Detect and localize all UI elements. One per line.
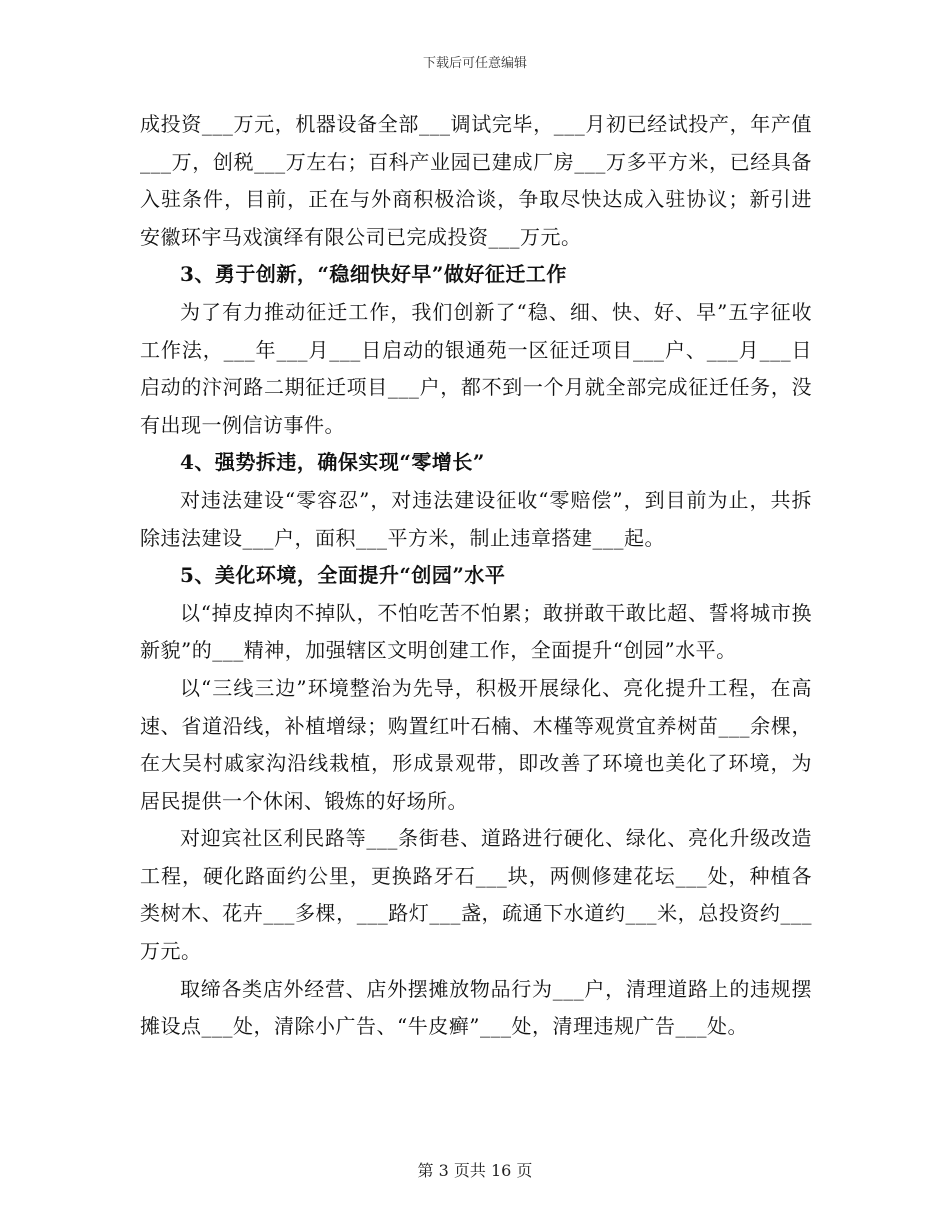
- paragraph-continuation: 成投资___万元，机器设备全部___调试完毕，___月初已经试投产，年产值___万，创税___万左右；百科产业园已建成厂房___万多平方米，已经具备入驻条件，目前，正在与外商积极洽谈，争取尽快达成入驻协议；新引进安徽环宇马戏演绎有限公司已完成投资___万元。: [140, 112, 812, 249]
- paragraph-cleanup: 取缔各类店外经营、店外摆摊放物品行为___户，清理道路上的违规摆摊设点___处，清除小广告、“牛皮癣”___处，清理违规广告___处。: [140, 976, 812, 1039]
- section-heading-5: 5、美化环境，全面提升“创园”水平: [180, 563, 506, 588]
- paragraph-relocation: 为了有力推动征迁工作，我们创新了“稳、细、快、好、早”五字征收工作法，___年___月___日启动的银通苑一区征迁项目___户、___月___日启动的汴河路二期征迁项目___户，都不到一个月就全部完成征迁任务，没有出现一例信访事件。: [140, 299, 812, 437]
- page-header: 下载后可任意编辑: [422, 56, 527, 71]
- document-body: [140, 106, 812, 1046]
- section-heading-4: 4、强势拆违，确保实现“零增长”: [180, 450, 485, 475]
- paragraph-demolition: 对违法建设“零容忍”，对违法建设征收“零赔偿”，到目前为止，共拆除违法建设___户，面积___平方米，制止违章搭建___起。: [140, 487, 812, 550]
- paragraph-spirit: 以“掉皮掉肉不掉队，不怕吃苦不怕累；敢拼敢干敢比超、誓将城市换新貌”的___精神，加强辖区文明创建工作，全面提升“创园”水平。: [140, 600, 812, 663]
- paragraph-greening: 以“三线三边”环境整治为先导，积极开展绿化、亮化提升工程，在高速、省道沿线，补植增绿；购置红叶石楠、木槿等观赏宜养树苗___余棵，在大吴村戚家沟沿线栽植，形成景观带，即改善了环境也美化了环境，为居民提供一个休闲、锻炼的好场所。: [140, 675, 812, 813]
- page-footer: 第 3 页共 16 页: [417, 1161, 533, 1180]
- section-heading-3: 3、勇于创新，“稳细快好早”做好征迁工作: [180, 262, 567, 287]
- paragraph-road-upgrade: 对迎宾社区利民路等___条街巷、道路进行硬化、绿化、亮化升级改造工程，硬化路面约公里，更换路牙石___块，两侧修建花坛___处，种植各类树木、花卉___多棵，___路灯___盏，疏通下水道约___米，总投资约___万元。: [140, 826, 812, 964]
